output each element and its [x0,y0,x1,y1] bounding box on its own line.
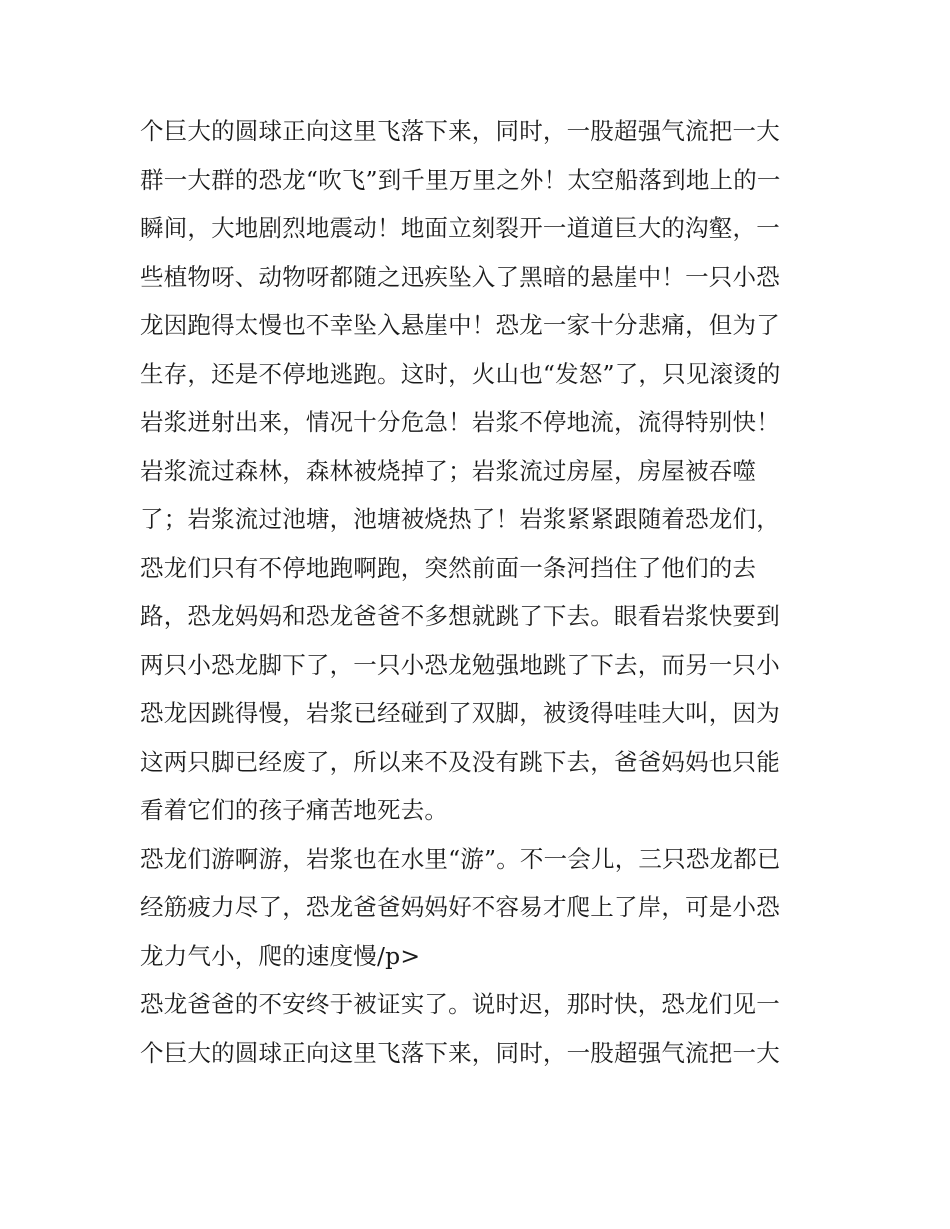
text-line: 恐龙们游啊游，岩浆也在水里“游”。不一会儿，三只恐龙都已 [140,844,781,873]
text-line: 看着它们的孩子痛苦地死去。 [140,796,449,824]
text-line: 生存，还是不停地逃跑。这时，火山也“发怒”了，只见滚烫的 [140,359,781,388]
text-line: 了；岩浆流过池塘，池塘被烧热了！岩浆紧紧跟随着恐龙们， [140,505,780,533]
text-line: 经筋疲力尽了，恐龙爸爸妈妈好不容易才爬上了岸，可是小恐 [140,893,780,921]
text-line: 瞬间，大地剧烈地震动！地面立刻裂开一道道巨大的沟壑，一 [140,214,780,242]
text-line: 恐龙们只有不停地跑啊跑，突然前面一条河挡住了他们的去 [140,553,757,582]
text-line: 群一大群的恐龙“吹飞”到千里万里之外！太空船落到地上的一 [140,165,781,194]
text-line: 个巨大的圆球正向这里飞落下来，同时，一股超强气流把一大 [140,1038,780,1067]
text-line: 这两只脚已经废了，所以来不及没有跳下去，爸爸妈妈也只能 [140,747,780,776]
text-line: 岩浆迸射出来，情况十分危急！岩浆不停地流，流得特别快！ [140,408,780,436]
text-line: 龙因跑得太慢也不幸坠入悬崖中！恐龙一家十分悲痛，但为了 [140,311,780,339]
text-line: 龙力气小，爬的速度慢/p> [140,941,421,970]
text-line: 岩浆流过森林，森林被烧掉了；岩浆流过房屋，房屋被吞噬 [140,456,757,485]
text-line: 两只小恐龙脚下了，一只小恐龙勉强地跳了下去，而另一只小 [140,650,780,679]
text-line: 个巨大的圆球正向这里飞落下来，同时，一股超强气流把一大 [140,117,780,145]
text-line: 路，恐龙妈妈和恐龙爸爸不多想就跳了下去。眼看岩浆快要到 [140,602,780,630]
text-line: 恐龙爸爸的不安终于被证实了。说时迟，那时快，恐龙们见一 [140,990,780,1018]
text-line: 恐龙因跳得慢，岩浆已经碰到了双脚，被烫得哇哇大叫，因为 [140,699,780,727]
story-text [140,107,820,1077]
text-line: 些植物呀、动物呀都随之迅疾坠入了黑暗的悬崖中！一只小恐 [140,262,780,291]
